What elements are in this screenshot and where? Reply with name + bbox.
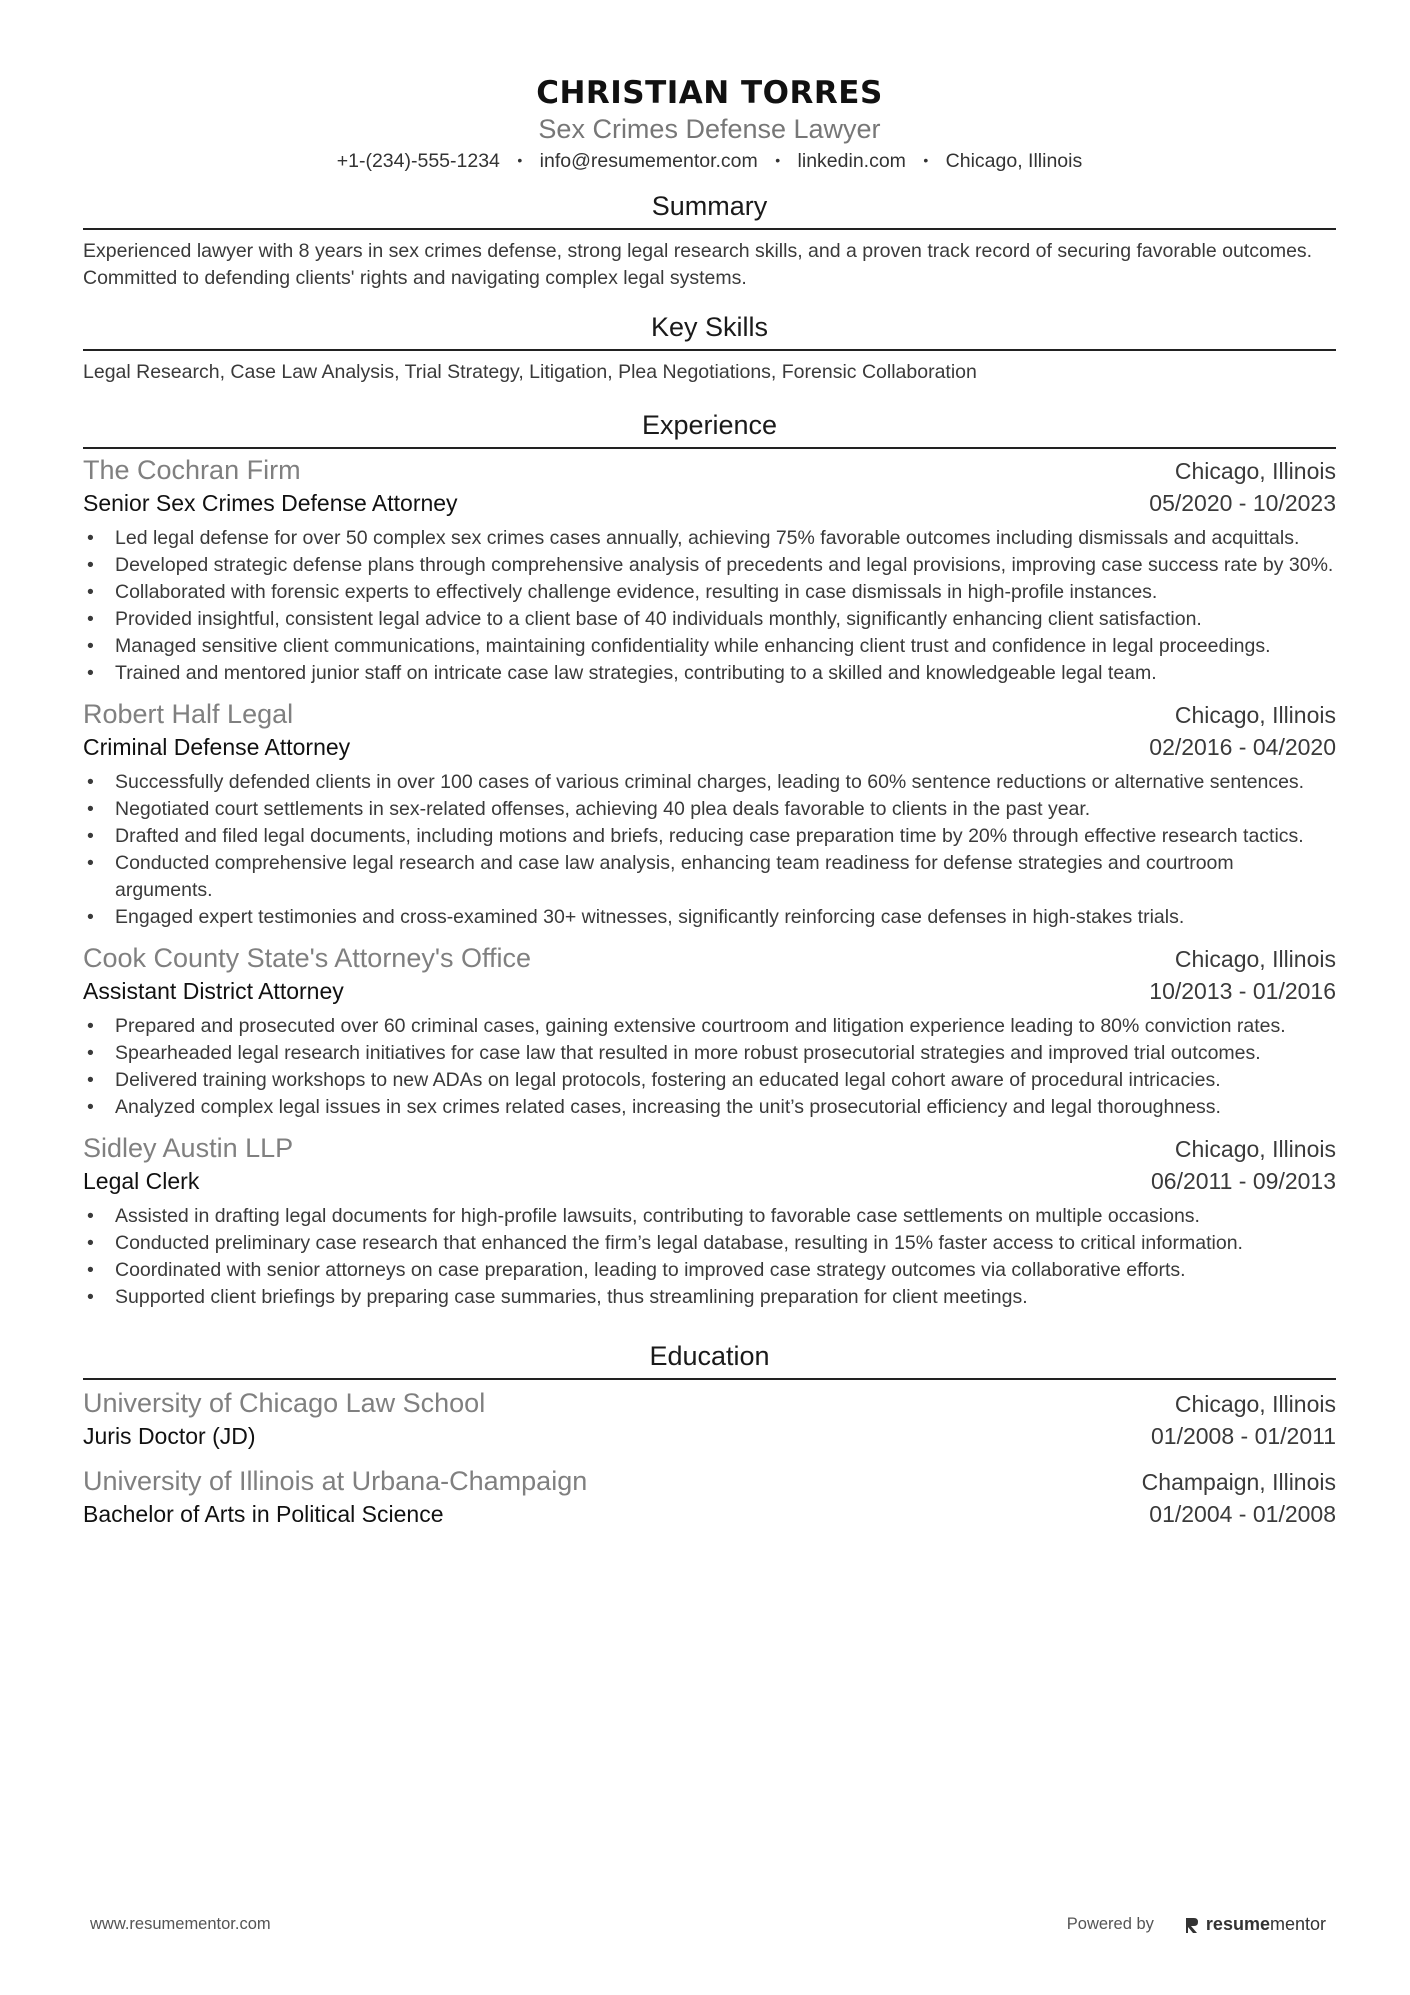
bullet-icon: • xyxy=(87,1232,94,1254)
experience-entry xyxy=(83,941,1336,1121)
bullet-icon: • xyxy=(87,527,94,549)
achievement-item xyxy=(83,1284,1336,1311)
achievement-item xyxy=(83,796,1336,823)
education-list xyxy=(83,1386,1336,1530)
achievement-list xyxy=(83,525,1336,687)
experience-entry-header xyxy=(83,941,1336,975)
resume-header xyxy=(83,0,1336,175)
contact-separator: • xyxy=(517,152,523,168)
achievement-item xyxy=(83,1203,1336,1230)
contact-separator: • xyxy=(923,152,929,168)
candidate-headline: Sex Crimes Defense Lawyer xyxy=(538,114,881,144)
contact-email[interactable]: info@resumementor.com xyxy=(539,150,758,172)
bullet-icon: • xyxy=(87,825,94,847)
bullet-icon: • xyxy=(87,771,94,793)
bullet-icon: • xyxy=(87,852,94,874)
experience-entry-subheader xyxy=(83,975,1336,1007)
achievement-text: Assisted in drafting legal documents for high-profile lawsuits, contributing to favorable case settlements on multiple occasions. xyxy=(115,1205,1200,1227)
job-title: Criminal Defense Attorney xyxy=(83,734,351,760)
bullet-icon: • xyxy=(87,1042,94,1064)
achievement-text: Engaged expert testimonies and cross-examined 30+ witnesses, significantly reinforcing case defenses in high-stakes trials. xyxy=(115,906,1185,928)
job-title: Legal Clerk xyxy=(83,1168,200,1194)
candidate-name: CHRISTIAN TORRES xyxy=(536,75,883,111)
achievement-item xyxy=(83,1067,1336,1094)
job-dates: 02/2016 - 04/2020 xyxy=(1149,734,1336,760)
achievement-text: Spearheaded legal research initiatives for case law that resulted in more robust prosecutorial strategies and improved trial outcomes. xyxy=(115,1042,1261,1064)
section-divider xyxy=(83,349,1336,351)
bullet-icon: • xyxy=(87,1015,94,1037)
education-entry-header xyxy=(83,1386,1336,1420)
achievement-text: Collaborated with forensic experts to effectively challenge evidence, resulting in case dismissals in high-profile instances. xyxy=(115,581,1158,603)
achievement-text: Conducted preliminary case research that enhanced the firm’s legal database, resulting in 15% faster access to critical information. xyxy=(115,1232,1243,1254)
experience-entry xyxy=(83,453,1336,687)
section-divider xyxy=(83,447,1336,449)
experience-entry xyxy=(83,697,1336,931)
achievement-text: Conducted comprehensive legal research and case law analysis, enhancing team readiness for defense strategies and courtroom arguments. xyxy=(115,852,1234,901)
achievement-item xyxy=(83,552,1336,579)
bullet-icon: • xyxy=(87,1096,94,1118)
bullet-icon: • xyxy=(87,1259,94,1281)
achievement-item xyxy=(83,579,1336,606)
powered-by-label: Powered by xyxy=(1066,1915,1154,1933)
degree-title: Bachelor of Arts in Political Science xyxy=(83,1501,444,1527)
bullet-icon: • xyxy=(87,581,94,603)
experience-entry-subheader xyxy=(83,1165,1336,1197)
section-divider xyxy=(83,228,1336,230)
job-title: Senior Sex Crimes Defense Attorney xyxy=(83,490,458,516)
bullet-icon: • xyxy=(87,1286,94,1308)
experience-entry xyxy=(83,1131,1336,1311)
education-entry xyxy=(83,1464,1336,1530)
contact-line xyxy=(83,146,1336,175)
logo-text-light: mentor xyxy=(1269,1914,1326,1934)
summary-text: Experienced lawyer with 8 years in sex crimes defense, strong legal research skills, and a proven track record of securing favorable outcomes. Committed to defending clients' rights and navigating complex legal systems. xyxy=(83,240,1313,289)
logo-text-bold: resume xyxy=(1205,1914,1270,1934)
footer-brand xyxy=(1067,1914,1326,1935)
education-dates: 01/2008 - 01/2011 xyxy=(1150,1423,1336,1449)
achievement-text: Trained and mentored junior staff on intricate case law strategies, contributing to a skilled and knowledgeable legal team. xyxy=(115,662,1157,684)
bullet-icon: • xyxy=(87,635,94,657)
bullet-icon: • xyxy=(87,798,94,820)
school-name: University of Illinois at Urbana-Champaign xyxy=(83,1466,588,1496)
achievement-item xyxy=(83,633,1336,660)
education-dates: 01/2004 - 01/2008 xyxy=(1149,1501,1336,1527)
achievement-text: Led legal defense for over 50 complex sex crimes cases annually, achieving 75% favorable outcomes including dismissals and acquittals. xyxy=(115,527,1300,549)
experience-entry-subheader xyxy=(83,487,1336,519)
education-entry xyxy=(83,1386,1336,1452)
achievement-item xyxy=(83,823,1336,850)
school-name: University of Chicago Law School xyxy=(83,1388,486,1418)
achievement-item xyxy=(83,904,1336,931)
education-entry-subheader xyxy=(83,1420,1336,1452)
achievement-item xyxy=(83,1257,1336,1284)
bullet-icon: • xyxy=(87,906,94,928)
bullet-icon: • xyxy=(87,662,94,684)
experience-entry-subheader xyxy=(83,731,1336,763)
achievement-text: Coordinated with senior attorneys on case preparation, leading to improved case strategy outcomes via collaborative efforts. xyxy=(115,1259,1186,1281)
contact-location: Chicago, Illinois xyxy=(945,150,1083,172)
experience-section xyxy=(83,408,1336,1311)
resume-footer xyxy=(90,1914,1326,1935)
school-location: Chicago, Illinois xyxy=(1174,1391,1336,1417)
achievement-text: Delivered training workshops to new ADAs on legal protocols, fostering an educated legal cohort aware of procedural intricacies. xyxy=(115,1069,1221,1091)
summary-heading: Summary xyxy=(651,191,768,221)
company-name: Sidley Austin LLP xyxy=(83,1133,294,1163)
achievement-text: Supported client briefings by preparing case summaries, thus streamlining preparation for client meetings. xyxy=(115,1286,1028,1308)
school-location: Champaign, Illinois xyxy=(1141,1469,1336,1495)
summary-section xyxy=(83,189,1336,292)
education-entry-subheader xyxy=(83,1498,1336,1530)
job-dates: 05/2020 - 10/2023 xyxy=(1149,490,1336,516)
company-name: Cook County State's Attorney's Office xyxy=(83,943,532,973)
achievement-item xyxy=(83,1094,1336,1121)
contact-linkedin[interactable]: linkedin.com xyxy=(797,150,906,172)
experience-entry-header xyxy=(83,697,1336,731)
job-dates: 10/2013 - 01/2016 xyxy=(1149,978,1336,1004)
company-name: The Cochran Firm xyxy=(83,455,301,485)
experience-heading: Experience xyxy=(641,410,778,440)
achievement-item xyxy=(83,850,1336,904)
achievement-text: Prepared and prosecuted over 60 criminal cases, gaining extensive courtroom and litigation experience leading to 80% conviction rates. xyxy=(115,1015,1286,1037)
job-location: Chicago, Illinois xyxy=(1174,1136,1336,1162)
achievement-text: Successfully defended clients in over 100 cases of various criminal charges, leading to 60% sentence reductions or alternative sentences. xyxy=(115,771,1305,793)
bullet-icon: • xyxy=(87,1205,94,1227)
experience-list xyxy=(83,453,1336,1311)
achievement-item xyxy=(83,606,1336,633)
company-name: Robert Half Legal xyxy=(83,699,294,729)
experience-entry-header xyxy=(83,1131,1336,1165)
achievement-text: Negotiated court settlements in sex-related offenses, achieving 40 plea deals favorable to clients in the past year. xyxy=(115,798,1091,820)
achievement-item xyxy=(83,769,1336,796)
job-dates: 06/2011 - 09/2013 xyxy=(1150,1168,1336,1194)
achievement-item xyxy=(83,1040,1336,1067)
job-title: Assistant District Attorney xyxy=(83,978,344,1004)
job-location: Chicago, Illinois xyxy=(1174,458,1336,484)
bullet-icon: • xyxy=(87,554,94,576)
achievement-item xyxy=(83,1230,1336,1257)
achievement-text: Drafted and filed legal documents, including motions and briefs, reducing case preparation time by 20% through effective research tactics. xyxy=(115,825,1304,847)
footer-website[interactable]: www.resumementor.com xyxy=(90,1915,271,1933)
achievement-item xyxy=(83,660,1336,687)
skills-text: Legal Research, Case Law Analysis, Trial Strategy, Litigation, Plea Negotiations, Forensic Collaboration xyxy=(83,361,977,383)
bullet-icon: • xyxy=(87,1069,94,1091)
education-section xyxy=(83,1339,1336,1530)
achievement-text: Managed sensitive client communications, maintaining confidentiality while enhancing client trust and confidence in legal proceedings. xyxy=(115,635,1271,657)
job-location: Chicago, Illinois xyxy=(1174,946,1336,972)
skills-heading: Key Skills xyxy=(650,312,769,342)
education-entry-header xyxy=(83,1464,1336,1498)
achievement-item xyxy=(83,525,1336,552)
skills-section xyxy=(83,310,1336,386)
bullet-icon: • xyxy=(87,608,94,630)
experience-entry-header xyxy=(83,453,1336,487)
achievement-list xyxy=(83,1203,1336,1311)
achievement-text: Analyzed complex legal issues in sex crimes related cases, increasing the unit’s prosecutorial efficiency and legal thoroughness. xyxy=(115,1096,1221,1118)
section-divider xyxy=(83,1378,1336,1380)
achievement-text: Developed strategic defense plans through comprehensive analysis of precedents and legal provisions, improving case success rate by 30%. xyxy=(115,554,1334,576)
education-heading: Education xyxy=(649,1341,770,1371)
achievement-item xyxy=(83,1013,1336,1040)
contact-phone: +1-(234)-555-1234 xyxy=(336,150,500,172)
degree-title: Juris Doctor (JD) xyxy=(83,1423,256,1449)
achievement-list xyxy=(83,1013,1336,1121)
achievement-text: Provided insightful, consistent legal advice to a client base of 40 individuals monthly, significantly enhancing client satisfaction. xyxy=(115,608,1202,630)
achievement-list xyxy=(83,769,1336,931)
resumementor-logo-text xyxy=(1206,1914,1326,1935)
resumementor-logo-icon xyxy=(1184,1916,1200,1934)
contact-separator: • xyxy=(775,152,781,168)
resume-page xyxy=(83,0,1336,1530)
job-location: Chicago, Illinois xyxy=(1174,702,1336,728)
